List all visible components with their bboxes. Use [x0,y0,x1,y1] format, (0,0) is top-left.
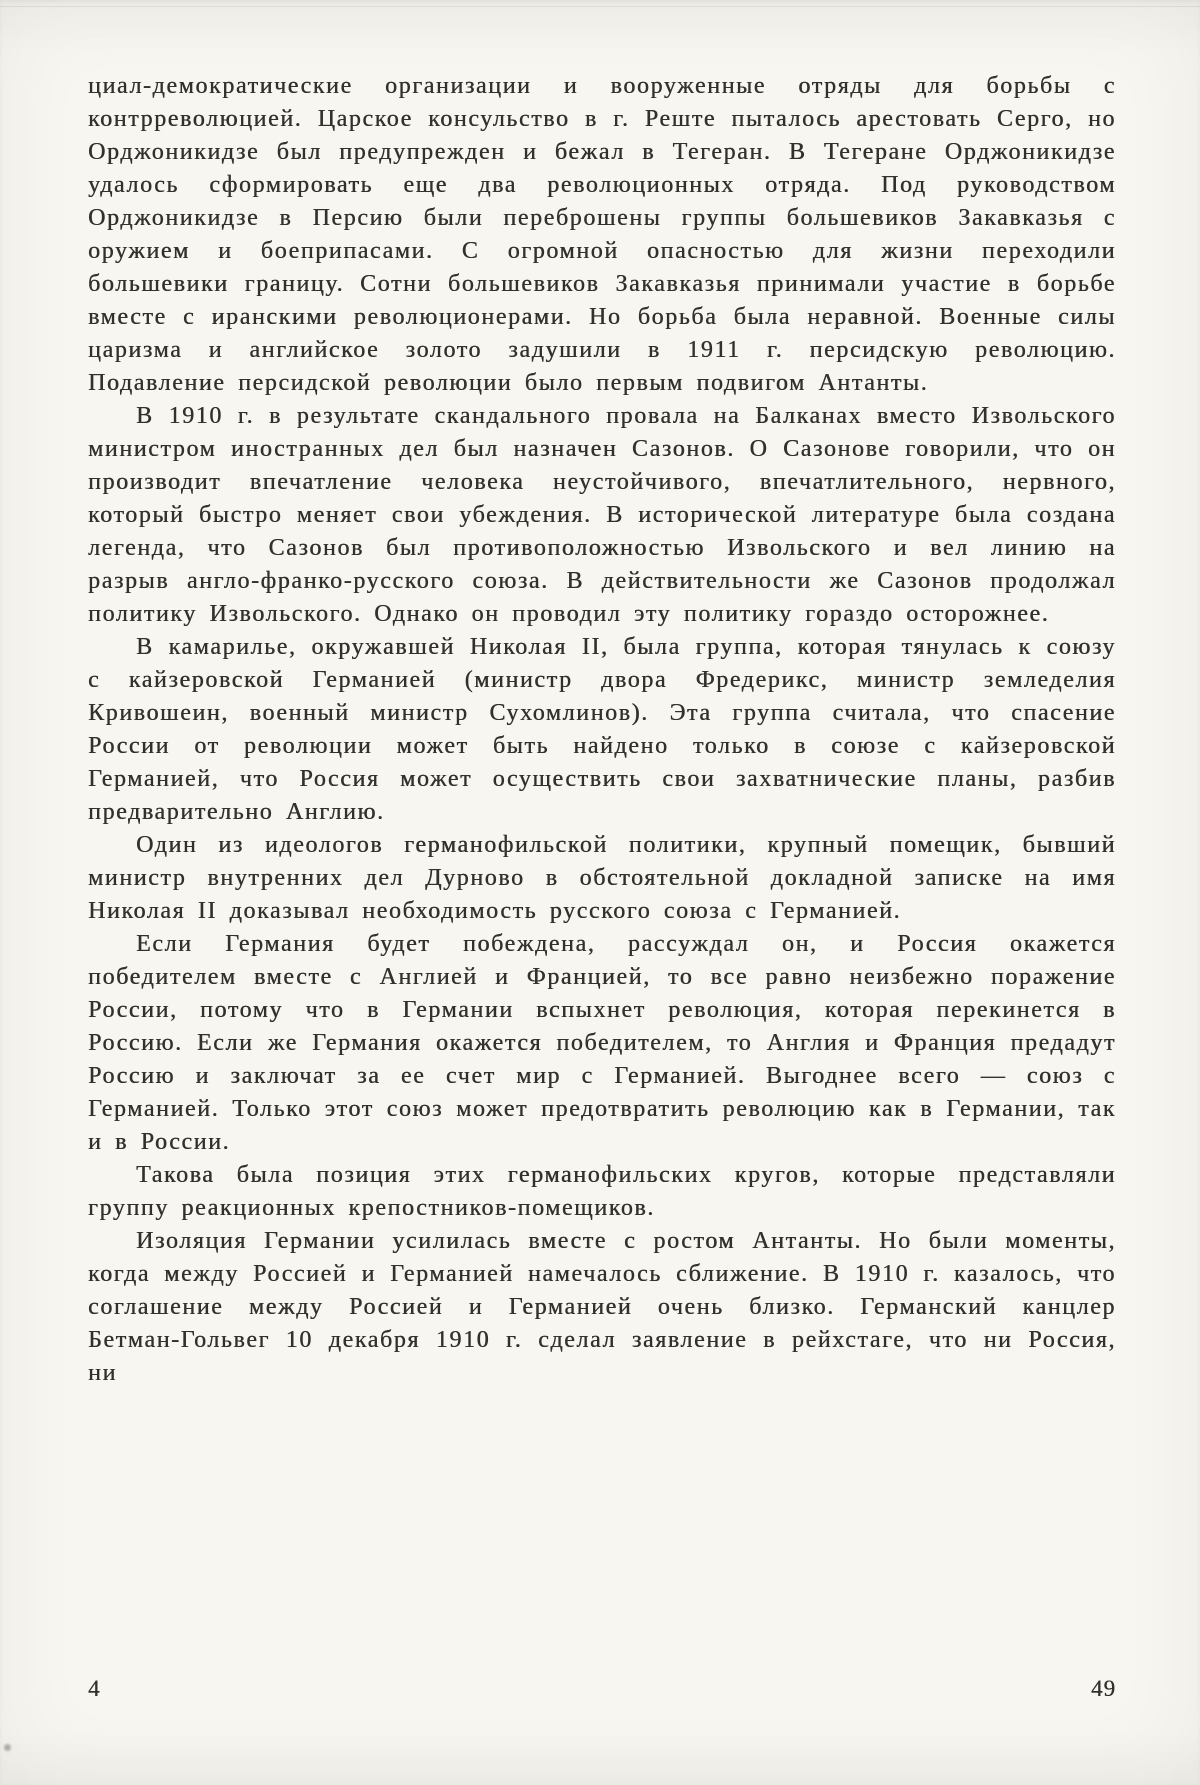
paragraph: циал-демократические организации и вооруженные отряды для борьбы с контрреволюцией. Царское консульство в г. Реште пыталось арестовать Серго, но Орджоникидзе был предупрежден и бежал в Тегеран. В Тегеране Орджоникидзе удалось сформировать еще два революционных отряда. Под руководством Орджоникидзе в Персию были переброшены группы большевиков Закавказья с оружием и боеприпасами. С огромной опасностью для жизни переходили большевики границу. Сотни большевиков Закавказья принимали участие в борьбе вместе с иранскими революционерами. Но борьба была неравной. Военные силы царизма и английское золото задушили в 1911 г. персидскую революцию. Подавление персидской революции было первым подвигом Антанты. [88,73,1116,396]
page-number-left: 4 [88,1676,101,1701]
paragraph: Изоляция Германии усилилась вместе с ростом Антанты. Но были моменты, когда между Россией и Германией намечалось сближение. В 1910 г. казалось, что соглашение между Россией и Германией очень близко. Германский канцлер Бетман-Гольвег 10 декабря 1910 г. сделал заявление в рейхстаге, что ни Россия, ни [88,1228,1116,1386]
paragraph: Такова была позиция этих германофильских кругов, которые представляли группу реакционных крепостников-помещиков. [88,1162,1116,1221]
paragraph: В камарилье, окружавшей Николая II, была группа, которая тянулась к союзу с кайзеровской Германией (министр двора Фредерикс, министр земледелия Кривошеин, военный министр Сухомлинов). Эта группа считала, что спасение России от революции может быть найдено только в союзе с кайзеровской Германией, что Россия может осуществить свои захватнические планы, разбив предварительно Англию. [88,634,1116,825]
paragraph: Если Германия будет побеждена, рассуждал он, и Россия окажется победителем вместе с Англией и Францией, то все равно неизбежно поражение России, потому что в Германии вспыхнет революция, которая перекинется в Россию. Если же Германия окажется победителем, то Англия и Франция предадут Россию и заключат за ее счет мир с Германией. Выгоднее всего — союз с Германией. Только этот союз может предотвратить революцию как в Германии, так и в России. [88,931,1116,1155]
page-number-right: 49 [1091,1676,1116,1701]
paragraph: В 1910 г. в результате скандального провала на Балканах вместо Извольского министром иностранных дел был назначен Сазонов. О Сазонове говорили, что он производит впечатление человека неустойчивого, впечатлительного, нервного, который быстро меняет свои убеждения. В исторической литературе была создана легенда, что Сазонов был противоположностью Извольского и вел линию на разрыв англо-франко-русского союза. В действительности же Сазонов продолжал политику Извольского. Однако он проводил эту политику гораздо осторожнее. [88,403,1116,627]
page-footer [88,1676,1116,1702]
paragraph: Один из идеологов германофильской политики, крупный помещик, бывший министр внутренних дел Дурново в обстоятельной докладной записке на имя Николая II доказывал необходимость русского союза с Германией. [88,832,1116,924]
body-text [88,70,1116,1390]
